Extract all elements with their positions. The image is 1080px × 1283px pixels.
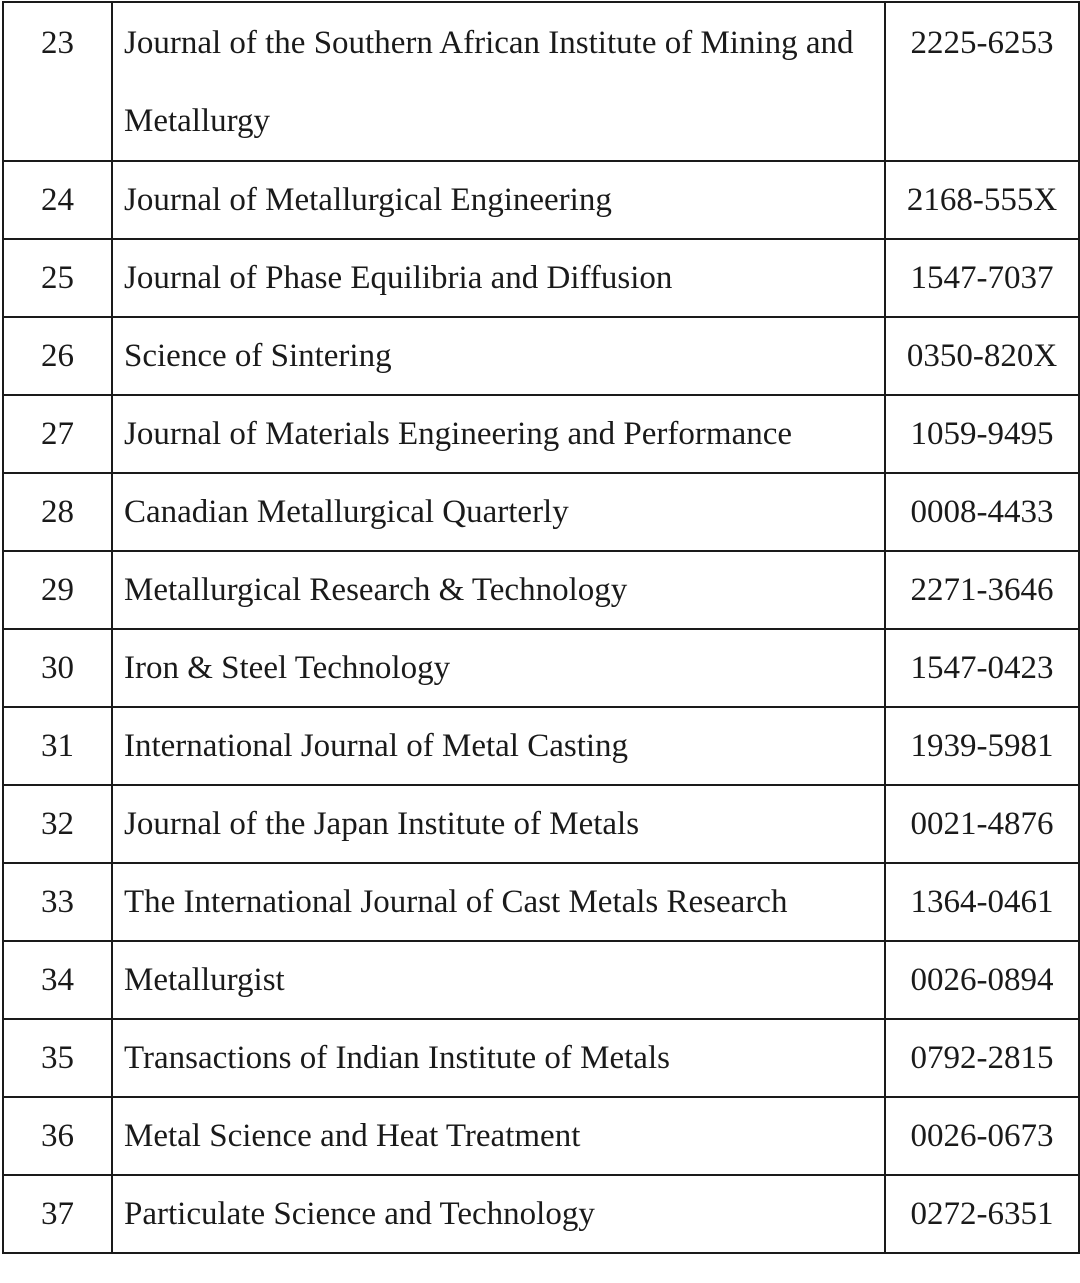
table-row [3,941,1079,1019]
issn-cell: 0272-6351 [885,1175,1079,1253]
journal-title: Metal Science and Heat Treatment [112,1097,885,1175]
journal-title: Transactions of Indian Institute of Metals [112,1019,885,1097]
issn-cell: 0792-2815 [885,1019,1079,1097]
row-number: 24 [3,161,112,239]
table-row [3,707,1079,785]
row-number: 30 [3,629,112,707]
issn-cell: 1059-9495 [885,395,1079,473]
table-row [3,1097,1079,1175]
issn-cell: 1547-7037 [885,239,1079,317]
table-row [3,2,1079,161]
issn-cell: 1364-0461 [885,863,1079,941]
row-number: 36 [3,1097,112,1175]
row-number: 32 [3,785,112,863]
journal-title: Iron & Steel Technology [112,629,885,707]
table-row [3,317,1079,395]
row-number: 26 [3,317,112,395]
journal-title: Metallurgical Research & Technology [112,551,885,629]
journal-table [2,1,1080,1254]
journal-title: Canadian Metallurgical Quarterly [112,473,885,551]
issn-cell: 0026-0673 [885,1097,1079,1175]
row-number: 29 [3,551,112,629]
row-number: 28 [3,473,112,551]
table-row [3,629,1079,707]
row-number: 33 [3,863,112,941]
journal-title: Journal of the Japan Institute of Metals [112,785,885,863]
issn-cell: 2168-555X [885,161,1079,239]
row-number: 34 [3,941,112,1019]
journal-title: Journal of Phase Equilibria and Diffusion [112,239,885,317]
issn-cell: 0026-0894 [885,941,1079,1019]
table-row [3,1019,1079,1097]
journal-title-text: Journal of the Southern African Institute of Mining and Metallurgy [124,25,854,139]
issn-cell: 1547-0423 [885,629,1079,707]
table-row [3,1175,1079,1253]
journal-title: International Journal of Metal Casting [112,707,885,785]
row-number: 27 [3,395,112,473]
table-row [3,161,1079,239]
journal-title: Metallurgist [112,941,885,1019]
issn-cell: 0008-4433 [885,473,1079,551]
table-row [3,395,1079,473]
journal-title: Journal of Materials Engineering and Performance [112,395,885,473]
table-row [3,239,1079,317]
issn-cell: 1939-5981 [885,707,1079,785]
journal-title: Journal of Metallurgical Engineering [112,161,885,239]
table-row [3,863,1079,941]
journal-title: The International Journal of Cast Metals Research [112,863,885,941]
row-number: 23 [3,2,112,161]
row-number: 35 [3,1019,112,1097]
issn-cell: 0350-820X [885,317,1079,395]
row-number: 25 [3,239,112,317]
journal-title: Science of Sintering [112,317,885,395]
journal-title [112,2,885,161]
issn-cell: 2271-3646 [885,551,1079,629]
table-row [3,551,1079,629]
issn-cell: 2225-6253 [885,2,1079,161]
row-number: 31 [3,707,112,785]
journal-title: Particulate Science and Technology [112,1175,885,1253]
table-row [3,473,1079,551]
issn-cell: 0021-4876 [885,785,1079,863]
row-number: 37 [3,1175,112,1253]
table-row [3,785,1079,863]
